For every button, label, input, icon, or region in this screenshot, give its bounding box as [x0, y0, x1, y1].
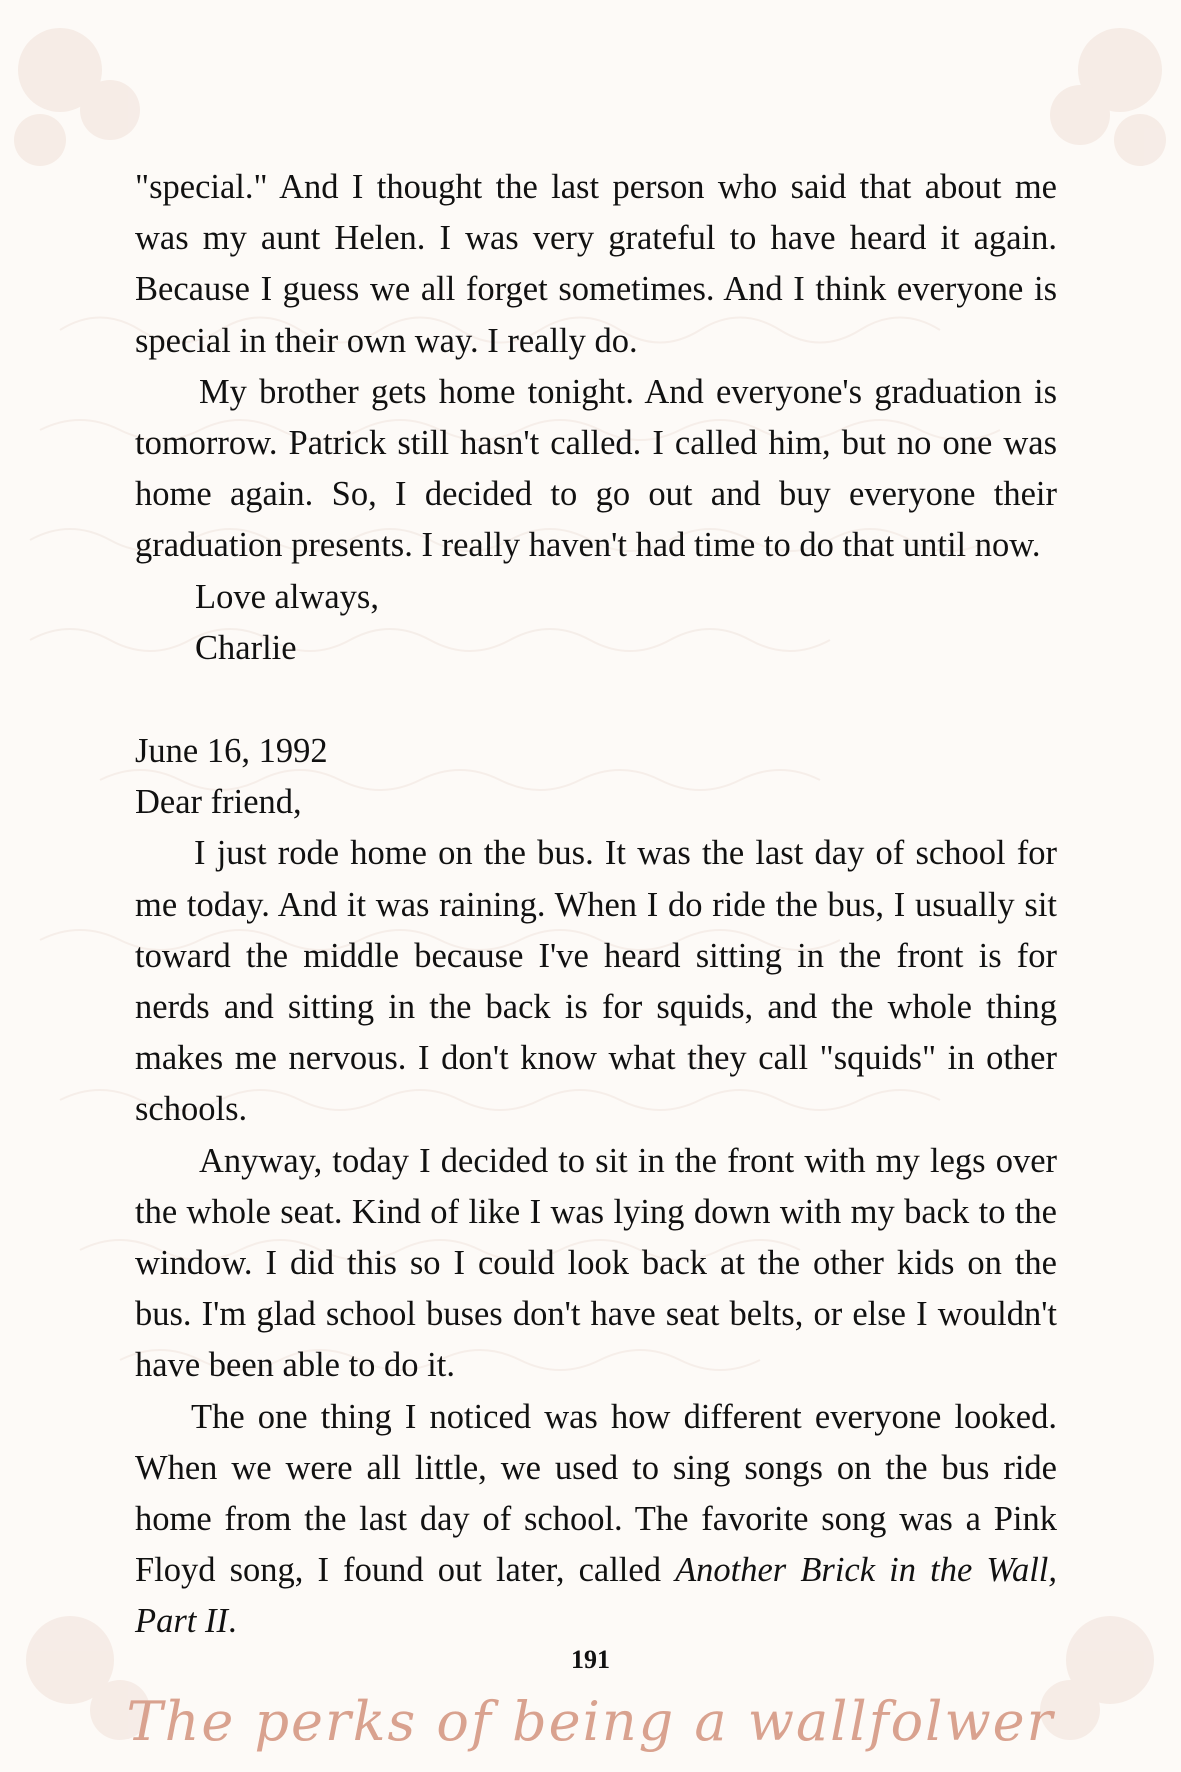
- paragraph-different-text: The one thing I noticed was how different everyone looked. When we were all little, we used to sing songs on the bus ride home from the last day of school. The favorite song was a Pink Floyd song, I found out later, called: [135, 1397, 1057, 1590]
- paragraph-front-seat: Anyway, today I decided to sit in the front with my legs over the whole seat. Kind of like I was lying down with my back to the window. I did this so I could look back at the other kids on the bus. I'm glad school buses don't have seat belts, or else I wouldn't have been able to do it.: [135, 1141, 1057, 1385]
- book-title-footer: The perks of being a wallfolwer: [126, 1690, 1055, 1753]
- paragraph-end: .: [227, 1602, 237, 1641]
- paragraph-different: [135, 1392, 1057, 1648]
- song-title: Another Brick in the Wall, Part II: [135, 1551, 1057, 1641]
- letter-date: June 16, 1992: [135, 732, 328, 771]
- page-body: [135, 162, 1057, 1648]
- page-number: 191: [571, 1645, 610, 1674]
- letter-closing: Love always,: [195, 577, 379, 616]
- paragraph-special: "special." And I thought the last person who said that about me was my aunt Helen. I was very grateful to have heard it again. Because I guess we all forget sometimes. And I think everyone is special in their own way. I really do.: [135, 168, 1057, 360]
- paragraph-bus-ride: I just rode home on the bus. It was the last day of school for me today. And it was raining. When I do ride the bus, I usually sit toward the middle because I've heard sitting in the front is for nerds and sitting in the back is for squids, and the whole thing makes me nervous. I don't know what they call "squids" in other schools.: [135, 834, 1057, 1129]
- letter-salutation: Dear friend,: [135, 783, 302, 822]
- letter-signature: Charlie: [195, 628, 297, 667]
- paragraph-brother: My brother gets home tonight. And everyone's graduation is tomorrow. Patrick still hasn't called. I called him, but no one was home again. So, I decided to go out and buy everyone their graduation presents. I really haven't had time to do that until now.: [135, 372, 1057, 565]
